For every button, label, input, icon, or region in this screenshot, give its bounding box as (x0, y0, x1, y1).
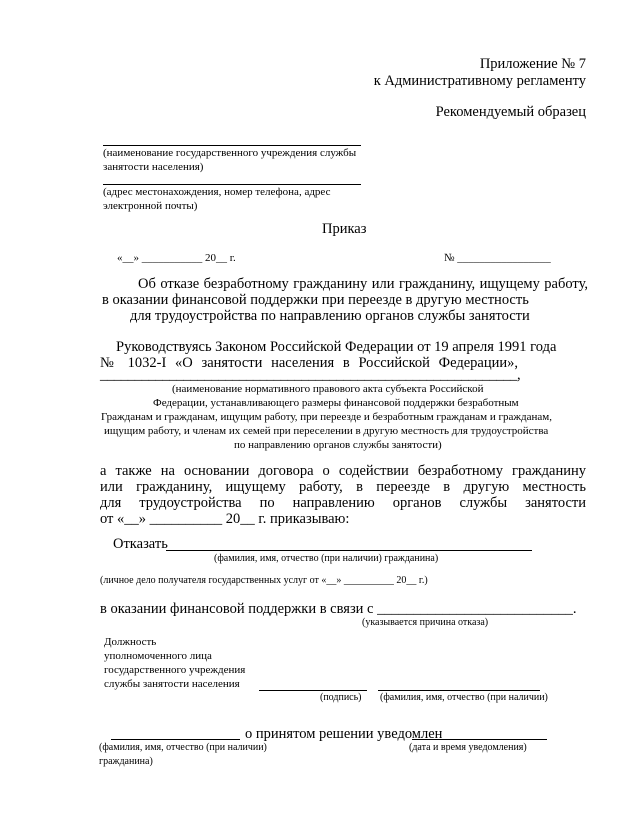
institution-address-line (103, 184, 361, 185)
regional-act-line: ____________________________________________________________, (100, 367, 521, 383)
regional-act-hint-4: ищущим работу, и членам их семей при переселении в другую местность для трудоустройства (104, 425, 549, 437)
appendix-number: Приложение № 7 (479, 56, 586, 72)
order-subject-line-2: в оказании финансовой поддержки при переезде в другую местность (102, 292, 529, 308)
notice-text: о принятом решении уведомлен (245, 726, 443, 742)
contract-line-1: а также на основании договора о содействии безработному гражданину (100, 463, 586, 479)
official-name-hint: (фамилия, имя, отчество (при наличии) (380, 692, 548, 703)
official-position-line-1: Должность (104, 636, 157, 648)
institution-address-hint-cont: электронной почты) (103, 200, 198, 212)
citizen-name-hint: (фамилия, имя, отчество (при наличии) гражданина) (214, 553, 439, 564)
official-name-line (378, 690, 540, 691)
order-date-line: «__» ___________ 20__ г. (117, 252, 236, 264)
contract-line-3: для трудоустройства по направлению органов службы занятости (100, 495, 586, 511)
notified-citizen-hint-cont: гражданина) (99, 756, 153, 767)
signature-hint: (подпись) (320, 692, 362, 703)
institution-name-line (103, 145, 361, 146)
regulation-reference: к Административному регламенту (373, 73, 586, 89)
sample-label: Рекомендуемый образец (435, 104, 586, 120)
official-position-line-4: службы занятости населения (104, 678, 240, 690)
refusal-reason-line: в оказании финансовой поддержки в связи с ___________________________. (100, 601, 577, 617)
notified-citizen-line (111, 739, 240, 740)
official-position-line-3: государственного учреждения (104, 664, 246, 676)
contract-line-4: от «__» __________ 20__ г. приказываю: (100, 511, 350, 527)
institution-name-hint: (наименование государственного учреждения службы (103, 147, 357, 159)
law-line-1: Руководствуясь Законом Российской Федерации от 19 апреля 1991 года (116, 339, 557, 355)
law-line-2: № 1032-I «О занятости населения в Российской Федерации», (100, 355, 518, 371)
regional-act-hint-1: (наименование нормативного правового акта субъекта Российской (172, 383, 484, 395)
order-subject-line-1: Об отказе безработному гражданину или гражданину, ищущему работу, (138, 276, 588, 292)
order-title: Приказ (322, 221, 367, 237)
notice-date-hint: (дата и время уведомления) (409, 742, 527, 753)
personal-case-line: (личное дело получателя государственных услуг от «__» __________ 20__ г.) (100, 575, 428, 586)
signature-line (259, 690, 367, 691)
notice-date-line (412, 739, 547, 740)
regional-act-hint-3: Гражданам и гражданам, ищущим работу, при переезде и безработным гражданам и гражданам, (101, 411, 552, 423)
order-subject-line-3: для трудоустройства по направлению органов службы занятости (130, 308, 530, 324)
refuse-label: Отказать (113, 536, 168, 552)
refusal-reason-hint: (указывается причина отказа) (362, 617, 489, 628)
institution-name-hint-cont: занятости населения) (103, 161, 204, 173)
regional-act-hint-5: по направлению органов службы занятости) (234, 439, 442, 451)
citizen-name-line (166, 550, 532, 551)
order-number-line: № _________________ (444, 252, 551, 264)
notified-citizen-hint: (фамилия, имя, отчество (при наличии) (99, 742, 267, 753)
regional-act-hint-2: Федерации, устанавливающего размеры финансовой поддержки безработным (153, 397, 519, 409)
institution-address-hint: (адрес местонахождения, номер телефона, адрес (103, 186, 331, 198)
contract-line-2: или гражданину, ищущему работу, в переезде в другую местность (100, 479, 586, 495)
official-position-line-2: уполномоченного лица (104, 650, 212, 662)
